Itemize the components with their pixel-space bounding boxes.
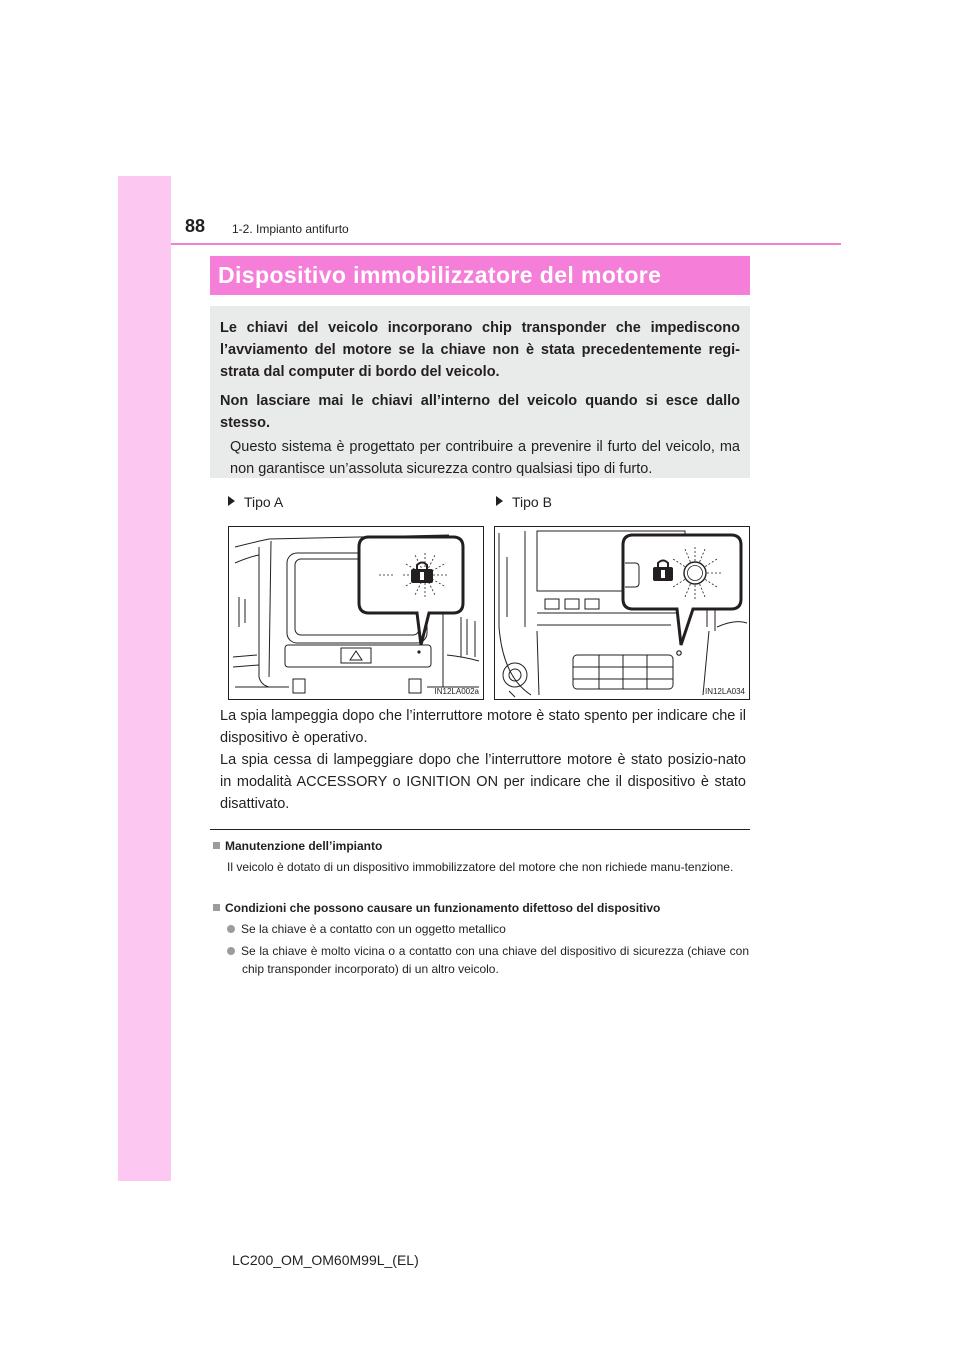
description-paragraph-2: La spia cessa di lampeggiare dopo che l’interruttore motore è stato posizio-nato in modalità ACCESSORY o IGNITION ON per indicare che il dispositivo è stato disattivato. <box>220 752 746 812</box>
intro-paragraph-2: Non lasciare mai le chiavi all’interno del veicolo quando si esce dallo stesso. <box>220 393 740 431</box>
figure-type-b <box>494 526 750 700</box>
figure-code-a: IN12LA002a <box>434 687 479 696</box>
section-title: Dispositivo immobilizzatore del motore <box>210 256 750 295</box>
list-item: Se la chiave è a contatto con un oggetto metallico <box>227 920 749 938</box>
figure-code-b: IN12LA034 <box>704 687 745 696</box>
round-bullet-icon <box>227 925 235 933</box>
intro-paragraph-3: Questo sistema è progettato per contribuire a prevenire il furto del veicolo, ma non garantisce un’assoluta sicurezza contro qualsiasi tipo di furto. <box>230 439 740 477</box>
description-paragraph-1: La spia lampeggia dopo che l’interruttore motore è stato spento per indicare che il dispositivo è operativo. <box>220 708 746 746</box>
figure-type-a <box>228 526 484 700</box>
dashboard-illustration-a <box>229 527 484 700</box>
triangle-bullet-icon <box>228 496 235 506</box>
type-b-label: Tipo B <box>496 494 552 510</box>
square-bullet-icon <box>213 842 220 849</box>
note-heading-maintenance: Manutenzione dell’impianto <box>213 839 382 853</box>
round-bullet-icon <box>227 947 235 955</box>
notes-divider <box>210 829 750 830</box>
footer-code: LC200_OM_OM60M99L_(EL) <box>232 1252 419 1268</box>
dashboard-illustration-b <box>495 527 750 700</box>
square-bullet-icon <box>213 904 220 911</box>
triangle-bullet-icon <box>496 496 503 506</box>
note-body-maintenance: Il veicolo è dotato di un dispositivo immobilizzatore del motore che non richiede manu-tenzione. <box>227 860 734 874</box>
page-number: 88 <box>185 216 206 236</box>
intro-box <box>210 306 750 478</box>
page-side-tab <box>118 176 171 1181</box>
note-heading-conditions: Condizioni che possono causare un funzionamento difettoso del dispositivo <box>213 901 660 915</box>
intro-paragraph-1: Le chiavi del veicolo incorporano chip transponder che impediscono l’avviamento del motore se la chiave non è stata precedentemente regi-strata dal computer di bordo del veicolo. <box>220 320 740 380</box>
header-rule <box>171 243 841 245</box>
section-label: 1-2. Impianto antifurto <box>232 222 349 236</box>
type-a-label: Tipo A <box>228 494 283 510</box>
list-item: Se la chiave è molto vicina o a contatto con una chiave del dispositivo di sicurezza (chiave con chip transponder incorporato) di un altro veicolo. <box>227 942 749 978</box>
